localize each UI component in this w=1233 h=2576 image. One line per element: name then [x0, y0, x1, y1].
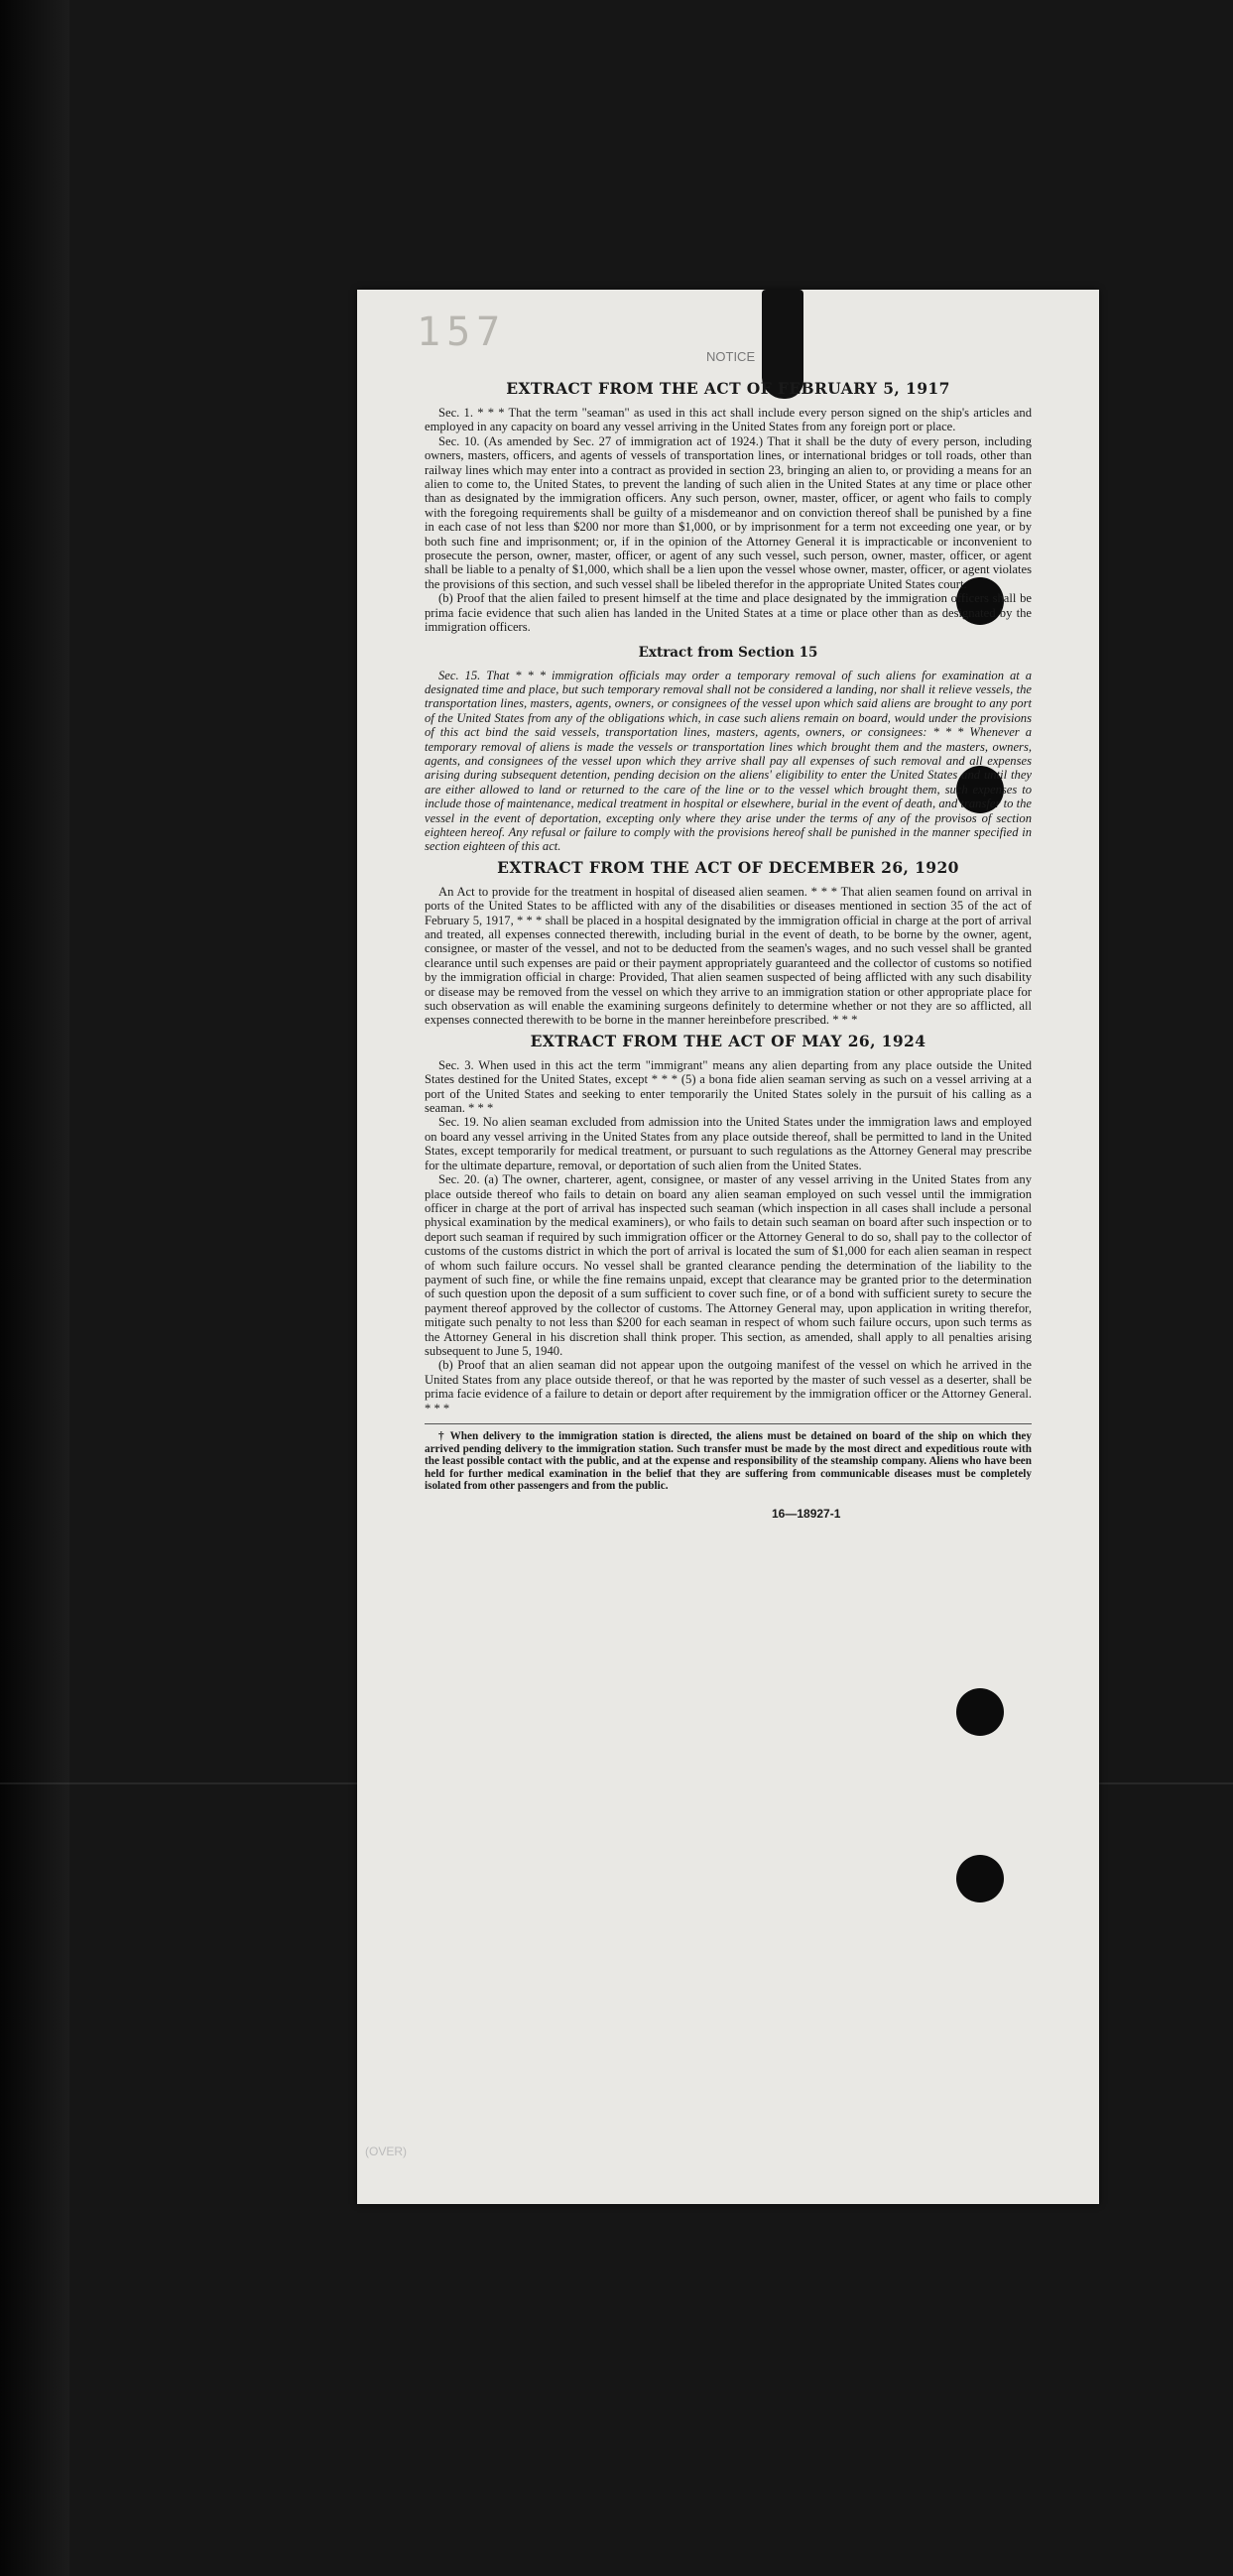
paragraph: Sec. 3. When used in this act the term "immigrant" means any alien departing from any place outside the United States destined for the United States, except * * * (5) a bona fide alien seaman serving as such on a vessel arriving at a port of the United States and seeking to enter temporarily the United States solely in the pursuit of his calling as a seaman. * * *	[425, 1057, 1032, 1116]
faint-stamp-number: 157	[417, 309, 507, 355]
paragraph: Sec. 19. No alien seaman excluded from admission into the United States under the immigration laws and employed on board any vessel arriving in the United States from any place outside thereof, shall be permitted to land in the United States, except temporarily for medical treatment, or pursuant to such regulations as the Attorney General may prescribe for the ultimate departure, removal, or deportation of such alien from the United States.	[425, 1115, 1032, 1172]
notice-label: NOTICE	[706, 349, 756, 364]
paragraph: (b) Proof that the alien failed to present himself at the time and place designated by the immigration officers shall be prima facie evidence that such alien has landed in the United States at a time or place other than as designated by the immigration officers.	[425, 591, 1032, 635]
section-heading: EXTRACT FROM THE ACT OF DECEMBER 26, 1920	[497, 857, 959, 877]
section-heading: EXTRACT FROM THE ACT OF MAY 26, 1924	[530, 1031, 926, 1050]
punch-hole	[956, 1688, 1004, 1736]
scan-background-edge	[0, 0, 69, 2576]
overleaf-mark: (OVER)	[365, 2145, 407, 2158]
section-subheading: Extract from Section 15	[638, 644, 818, 661]
footnote	[425, 1423, 1032, 1493]
section-heading: EXTRACT FROM THE ACT OF FEBRUARY 5, 1917	[506, 379, 950, 398]
paragraph: Sec. 20. (a) The owner, charterer, agent, consignee, or master of any vessel arriving in the United States from any place outside thereof who fails to detain on board any alien seaman employed on such vessel until the immigration officer in charge at the port of arrival has inspected such seaman (which inspection in all cases shall include a personal physical examination by the medical examiners), or who fails to detain such seaman on board after such inspection or to deport such seaman if required by such immigration officer or the Attorney General to do so, shall pay to the collector of customs of the customs district in which the port of arrival is located the sum of $1,000 for each alien seaman in respect of whom such failure occurs. No vessel shall be granted clearance pending the determination of the liability to the payment of such fine, or while the fine remains unpaid, except that clearance may be granted prior to the determination of such question upon the deposit of a sum sufficient to cover such fine, or of a bond with sufficient surety to secure the payment thereof approved by the collector of customs. The Attorney General may, upon application in writing therefor, mitigate such penalty to not less than $200 for each seaman in respect of whom such failure occurs, upon such terms as the Attorney General in his discretion shall think proper. This section, as amended, shall apply to all penalties arising subsequent to June 5, 1940.	[425, 1172, 1032, 1358]
document-content	[425, 375, 1032, 1521]
punch-hole	[956, 1855, 1004, 1902]
paragraph: (b) Proof that an alien seaman did not appear upon the outgoing manifest of the vessel on which he arrived in the United States from any place outside thereof, or that he was reported by the master of such vessel as a deserter, shall be prima facie evidence of a failure to detain or deport after requirement by the immigration officer or the Attorney General. * * *	[425, 1358, 1032, 1415]
paragraph: Sec. 15. That * * * immigration officials may order a temporary removal of such aliens for examination at a designated time and place, but such temporary removal shall not be considered a landing, nor shall it relieve vessels, the transportation lines, masters, agents, owners, or consignees of the vessel upon which said aliens are brought to any port of the United States from any of the obligations which, in case such aliens remain on board, would under the provisions of this act bind the said vessels, transportation lines, masters, agents, owners, or consignees: * * * Whenever a temporary removal of aliens is made the vessels or transportation lines which brought them and the masters, owners, agents, and consignees of the vessel upon which they arrive shall pay all expenses of such removal and all expenses arising during subsequent detention, pending decision on the aliens' eligibility to enter the United States and until they are either allowed to land or returned to the care of the line or to the vessel which brought them, such expenses to include those of maintenance, medical treatment in hospital or elsewhere, burial in the event of death, and transfer to the vessel in the event of deportation, excepting only where they arise under the terms of any of the provisos of section eighteen hereof. Any refusal or failure to comply with the provisions hereof shall be punished in the manner specified in section eighteen of this act.	[425, 668, 1032, 854]
paragraph: Sec. 10. (As amended by Sec. 27 of immigration act of 1924.) That it shall be the duty of every person, including owners, masters, officers, and agents of vessels of transportation lines, or international bridges or toll roads, other than railway lines which may enter into a contract as provided in section 23, bringing an alien to, or providing a means for an alien to come to, the United States, to prevent the landing of such alien in the United States at any time or place other than as designated by the immigration officers. Any such person, owner, master, officer, or agent who fails to comply with the foregoing requirements shall be guilty of a misdemeanor and on conviction thereof shall be punished by a fine in each case of not less than $200 nor more than $1,000, or by imprisonment for a term not exceeding one year, or by both such fine and imprisonment; or, if in the opinion of the Attorney General it is impracticable or inconvenient to prosecute the person, owner, master, officer, or agent of any such vessel, such person, owner, master, officer, or agent shall be liable to a penalty of $1,000, which shall be a lien upon the vessel whose owner, master, officer, or agent violates the provisions of this section, and such vessel shall be libeled therefor in the appropriate United States court.	[425, 433, 1032, 591]
form-number: 16—18927-1	[772, 1506, 841, 1521]
document-page	[357, 290, 1099, 2204]
paragraph: Sec. 1. * * * That the term "seaman" as used in this act shall include every person signed on the ship's articles and employed in any capacity on board any vessel arriving in the United States from any foreign port or place.	[425, 406, 1032, 434]
footnote-text: † When delivery to the immigration station is directed, the aliens must be detained on board of the ship on which they arrived pending delivery to the immigration station. Such transfer must be made by the most direct and expeditious route with the least possible contact with the public, and at the expense and responsibility of the steamship company. Aliens who have been held for further medical examination in the belief that they are suffering from communicable diseases must be completely isolated from other passengers and from the public.	[425, 1430, 1032, 1493]
paragraph: An Act to provide for the treatment in hospital of diseased alien seamen. * * * That alien seamen found on arrival in ports of the United States to be afflicted with any of the disabilities or diseases mentioned in section 35 of the act of February 5, 1917, * * * shall be placed in a hospital designated by the immigration official in charge at the port of arrival and treated, all expenses connected therewith, including burial in the event of death, to be borne by the owner, agent, consignee, or master of the vessel, and not to be deducted from the seamen's wages, and no such vessel shall be granted clearance until such expenses are paid or their payment appropriately guaranteed and the collector of customs so notified by the immigration official in charge: Provided, That alien seamen suspected of being afflicted with any such disability or disease may be removed from the vessel on which they arrive to an immigration station or other appropriate place for such observation as will enable the examining surgeons definitely to determine whether or not they are so afflicted, all expenses connected therewith to be borne in the manner hereinbefore prescribed. * * *	[425, 884, 1032, 1028]
